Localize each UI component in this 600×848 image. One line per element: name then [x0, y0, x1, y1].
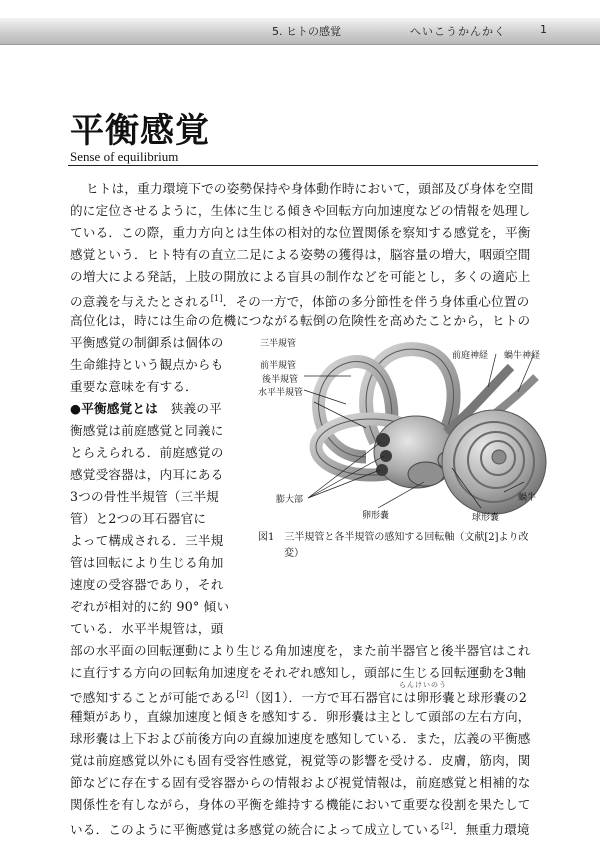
text-line: ている．水平半規管は，頭 [70, 621, 224, 636]
label-semicircular-canals: 三半規管 [260, 339, 297, 349]
article-title: 平衡感覚 [70, 111, 210, 151]
reference-mark: [1] [210, 294, 223, 303]
text-line: ている．この際，重力方向とは生体の相対的な位置関係を察知する感覚を，平衡 [70, 225, 531, 240]
text-span: ．無重力環境 [452, 822, 530, 837]
text-line: 節などに存在する固有受容器からの情報および視覚情報は，前庭感覚と相補的な [70, 775, 531, 790]
text-line: 高位化は，時には生命の危機につながる転倒の危険性を高めたことから，ヒトの [70, 313, 531, 328]
label-cochlear-nerve: 蝸牛神経 [504, 351, 541, 361]
text-line [70, 816, 530, 838]
text-line: 3つの骨性半規管（三半規 [70, 489, 219, 504]
caption-line: 図1 三半規管と各半規管の感知する回転軸（文献[2]より改 [258, 532, 529, 543]
header-reading: へいこうかんかく [410, 25, 506, 38]
text-line: 重要な意味を有する． [70, 379, 198, 394]
text-line: 的に定位させるように，生体に生じる傾きや回転方向加速度などの情報を処理し [70, 203, 531, 218]
article-subtitle: Sense of equilibrium [70, 149, 179, 164]
page-number: 1 [540, 23, 547, 36]
reference-mark: [2] [441, 822, 453, 831]
text-line: 関係性を有しながら，身体の平衡を維持する機能において重要な役割を果たして [70, 797, 531, 812]
text-line: 管は回転により生じる角加 [70, 555, 224, 570]
text-line: とらえられる．前庭感覚の [70, 445, 224, 460]
title-rule [68, 165, 538, 166]
label-vestibular-nerve: 前庭神経 [452, 351, 489, 361]
text-line: ぞれが相対的に約 90° 傾い [70, 599, 230, 614]
caption-line: 変） [284, 548, 304, 559]
figure-caption [258, 530, 558, 562]
label-ampulla: 膨大部 [276, 495, 304, 505]
text-span: で感知することが可能である [70, 690, 237, 705]
text-line: 感覚受容器は，内耳にある [70, 467, 224, 482]
text-line: 部の水平面の回転運動により生じる角加速度を，また前半器官と後半器官はこれ [70, 643, 531, 658]
text-line: 覚は前庭感覚以外にも固有受容性感覚，視覚等の影響を受ける．皮膚，筋肉，関 [70, 753, 531, 768]
text-span: の意義を与えたとされる [70, 294, 211, 309]
text-line: ヒトは，重力環境下での姿勢保持や身体動作時において，頭部及び身体を空間 [86, 181, 534, 196]
text-span: いる．このように平衡感覚は多感覚の統合によって成立している [70, 822, 442, 837]
text-line: 生命維持という観点からも [70, 357, 224, 372]
text-line: よって構成される．三半規 [70, 533, 224, 548]
ruby-reading: らんけいのう [399, 681, 447, 689]
label-cochlea: 蝸牛 [518, 493, 537, 503]
running-header [0, 18, 600, 45]
section-heading: ●平衡感覚とは [70, 401, 158, 416]
reference-mark: [2] [236, 690, 249, 699]
text-line: 球形嚢は上下および前後方向の直線加速度を感知している．また，広義の平衡感 [70, 731, 531, 746]
text-line: 種類があり，直線加速度と傾きを感知する．卵形嚢は主として頭部の左右方向， [70, 709, 531, 724]
text-line: の増大による発話，上肢の開放による盲具の制作などを可能とし，多くの適応上 [70, 269, 531, 284]
label-posterior-canal: 後半規管 [262, 375, 299, 385]
text-span: （図1）．一方で耳石器官には卵形嚢と球形嚢の2 [248, 690, 528, 705]
text-span: 狭義の平 [170, 401, 222, 416]
inner-ear-figure [256, 332, 556, 532]
text-line: 速度の受容器であり，それ [70, 577, 224, 592]
text-line: に直行する方向の回転角加速度をそれぞれ感知し，頭部に生じる回転運動を3軸 [70, 665, 526, 680]
text-line [70, 398, 222, 420]
text-line: 管）と2つの耳石器官に [70, 511, 207, 526]
label-horizontal-canal: 水平半規管 [258, 388, 304, 398]
text-span: ．その一方で，体節の多分節性を伴う身体重心位置の [222, 294, 530, 309]
label-utricle: 卵形嚢 [362, 511, 390, 521]
text-line: 衡感覚は前庭感覚と同義に [70, 423, 224, 438]
header-section-title: 5. ヒトの感覚 [272, 25, 341, 38]
text-line [70, 684, 527, 706]
label-anterior-canal: 前半規管 [260, 361, 297, 371]
text-line [70, 288, 529, 310]
label-saccule: 球形嚢 [472, 513, 500, 523]
text-line: 感覚という．ヒト特有の直立二足による姿勢の獲得は，脳容量の増大，咽頭空間 [70, 247, 531, 262]
text-line: 平衡感覚の制御系は個体の [70, 335, 224, 350]
